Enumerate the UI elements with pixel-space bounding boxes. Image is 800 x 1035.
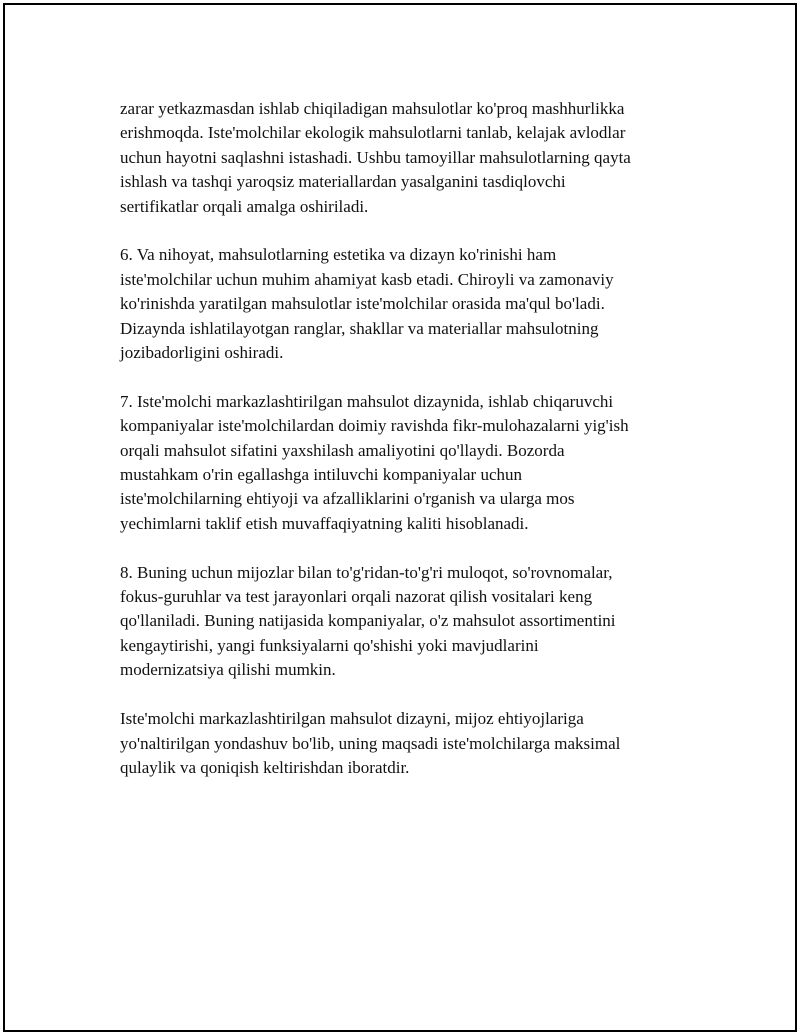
document-body xyxy=(120,97,690,805)
paragraph-conclusion: Iste'molchi markazlashtirilgan mahsulot dizayni, mijoz ehtiyojlariga yo'naltirilgan yondashuv bo'lib, uning maqsadi iste'molchilarga maksimal qulaylik va qoniqish keltirishdan iboratdir. xyxy=(120,709,621,777)
paragraph-continuation: zarar yetkazmasdan ishlab chiqiladigan mahsulotlar ko'proq mashhurlikka erishmoqda. Iste'molchilar ekologik mahsulotlarni tanlab, kelajak avlodlar uchun hayotni saqlashni istashadi. Ushbu tamoyillar mahsulotlarning qayta ishlash va tashqi yaroqsiz materiallardan yasalganini tasdiqlovchi sertifikatlar orqali amalga oshiriladi. xyxy=(120,99,631,216)
paragraph-6: 6. Va nihoyat, mahsulotlarning estetika va dizayn ko'rinishi ham iste'molchilar uchun muhim ahamiyat kasb etadi. Chiroyli va zamonaviy ko'rinishda yaratilgan mahsulotlar iste'molchilar orasida ma'qul bo'ladi. Dizaynda ishlatilayotgan ranglar, shakllar va materiallar mahsulotning jozibadorligini oshiradi. xyxy=(120,245,614,363)
paragraph-7: 7. Iste'molchi markazlashtirilgan mahsulot dizaynida, ishlab chiqaruvchi kompaniyalar iste'molchilardan doimiy ravishda fikr-mulohazalarni yig'ish orqali mahsulot sifatini yaxshilash amaliyotini qo'llaydi. Bozorda mustahkam o'rin egallashga intiluvchi kompaniyalar uchun iste'molchilarning ehtiyoji va afzalliklarini o'rganish va ularga mos yechimlarni taklif etish muvaffaqiyatning kaliti hisoblanadi. xyxy=(120,391,629,533)
paragraph-8: 8. Buning uchun mijozlar bilan to'g'ridan-to'g'ri muloqot, so'rovnomalar, fokus-guruhlar va test jarayonlari orqali nazorat qilish vositalari keng qo'llaniladi. Buning natijasida kompaniyalar, o'z mahsulot assortimentini kengaytirishi, yangi funksiyalarni qo'shishi yoki mavjudlarini modernizatsiya qilishi mumkin. xyxy=(120,562,616,680)
document-page xyxy=(3,3,797,1032)
